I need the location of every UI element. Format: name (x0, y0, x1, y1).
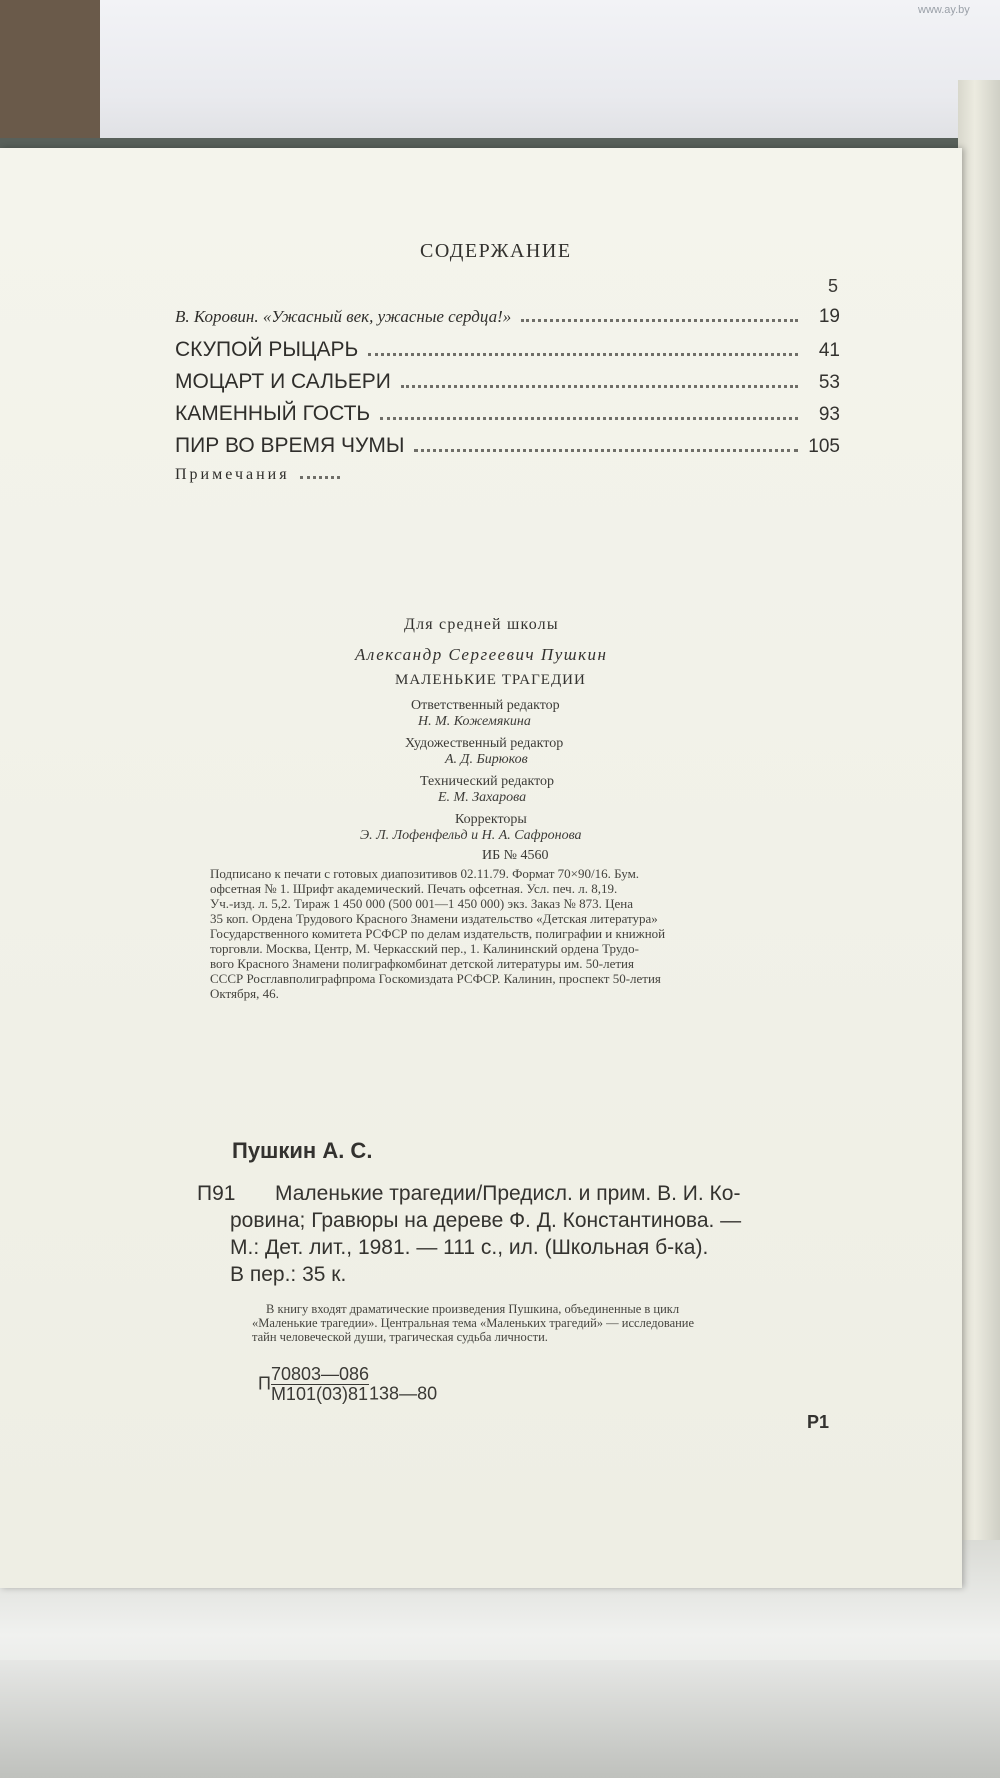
toc-first-page: 5 (828, 276, 839, 296)
imprint-series: Для средней школы (404, 616, 559, 633)
imprint-author: Александр Сергеевич Пушкин (355, 645, 608, 664)
credit-name: А. Д. Бирюков (445, 752, 528, 767)
toc-item: Примечания (175, 466, 415, 490)
watermark: www.ay.by (918, 4, 970, 16)
credit-name: Е. М. Захарова (438, 790, 527, 805)
imprint-ib: ИБ № 4560 (482, 848, 549, 863)
credit-role: Художественный редактор (405, 736, 564, 751)
credit-role: Корректоры (455, 812, 527, 827)
toc-item: СКУПОЙ РЫЦАРЬ 41 (175, 338, 840, 361)
bibliographic-annotation: В книгу входят драматические произведения Пушкина, объединенные в цикл «Маленькие трагедии». Центральная тема «Маленьких трагедий» — исследование тайн человеческой души, трагическая судьба личности. (252, 1302, 695, 1344)
credit-role: Технический редактор (420, 774, 555, 789)
table-surface (0, 1660, 1000, 1778)
bibliographic-description: Маленькие трагедии/Предисл. и прим. В. И. Ко- ровина; Гравюры на дереве Ф. Д. Константинова. — М.: Дет. лит., 1981. — 111 с., ил. (Школьная б-ка). В пер.: 35 к. (230, 1182, 742, 1286)
toc-item: В. Коровин. «Ужасный век, ужасные сердца!» 19 (175, 306, 840, 327)
background-top (0, 0, 1000, 160)
classification-code: П $\frac{70803—086}{М101(03)81}$ 138—80 (258, 1364, 438, 1404)
toc-item: ПИР ВО ВРЕМЯ ЧУМЫ 105 (175, 434, 840, 457)
toc-title: СОДЕРЖАНИЕ (420, 240, 572, 262)
toc-item: КАМЕННЫЙ ГОСТЬ 93 (175, 402, 840, 425)
bibliographic-author: Пушкин А. С. (232, 1138, 373, 1163)
imprint-title: МАЛЕНЬКИЕ ТРАГЕДИИ (395, 672, 586, 688)
shelf-mark: Р1 (807, 1412, 830, 1432)
bibliographic-index: П91 (197, 1182, 236, 1205)
background-left (0, 0, 100, 140)
book-right-edge (958, 80, 1000, 1600)
credit-name: Э. Л. Лофенфельд и Н. А. Сафронова (360, 828, 582, 843)
credit-name: Н. М. Кожемякина (418, 714, 531, 729)
imprint-details: Подписано к печати с готовых диапозитивов 02.11.79. Формат 70×90/16. Бум. офсетная № 1. Шрифт академический. Печать офсетная. Усл. печ. л. 8,19. Уч.-изд. л. 5,2. Тираж 1 450 000 (500 001—1 450 000) экз. Заказ № 873. Цена 35 коп. Ордена Трудового Красного Знамени издательство «Детская литература» Государственного комитета РСФСР по делам издательств, полиграфии и книжной торговли. Москва, Центр, М. Черкасский пер., 1. Калининский ордена Трудо- вого Красного Знамени полиграфкомбинат детской литературы им. 50-летия СССР Росглавполиграфпрома Госкомиздата РСФСР. Калинин, проспект 50-летия Октября, 46. (210, 866, 666, 1001)
toc-item: МОЦАРТ И САЛЬЕРИ 53 (175, 370, 840, 393)
credit-role: Ответственный редактор (411, 698, 560, 713)
